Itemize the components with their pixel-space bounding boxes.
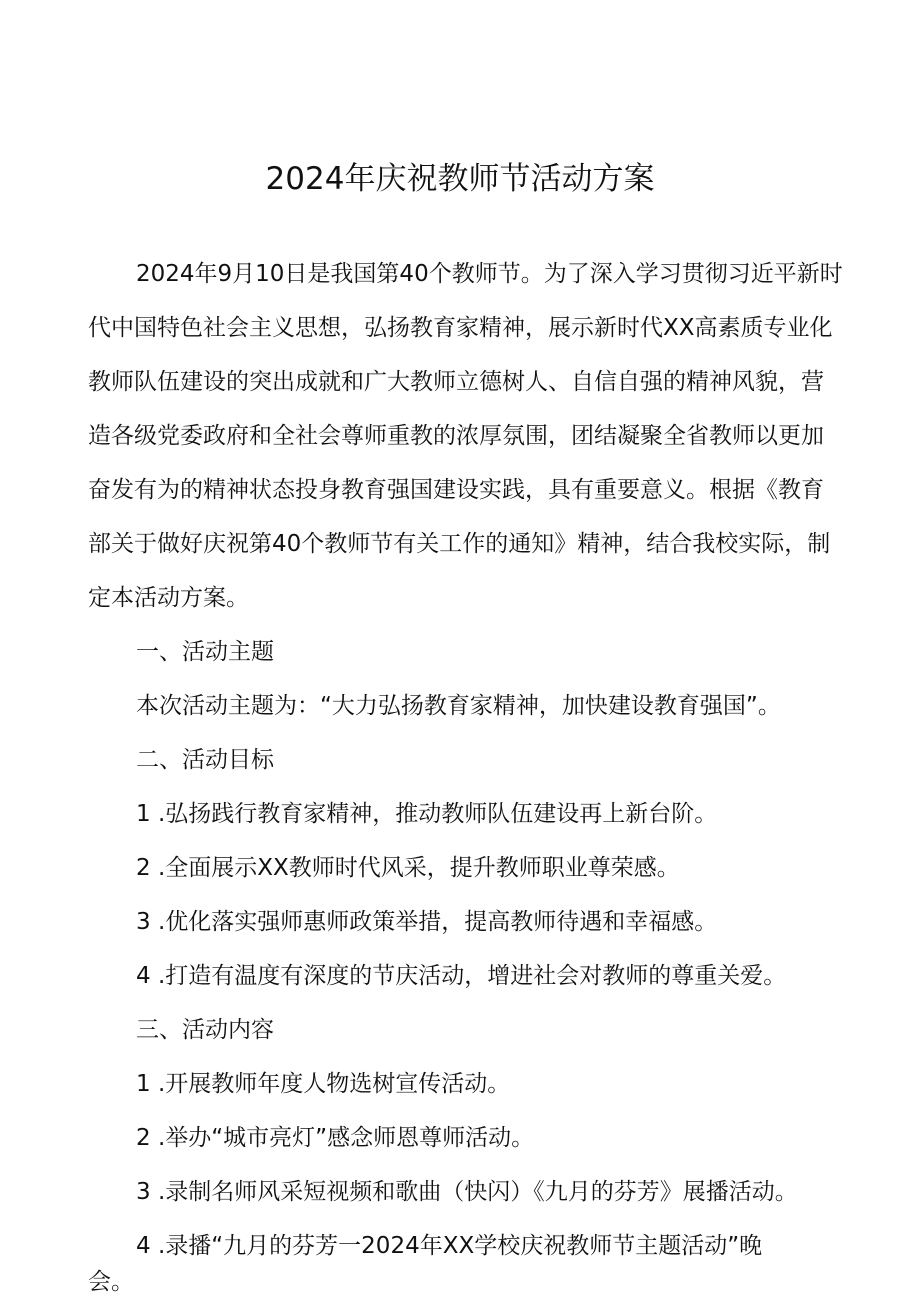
- intro-line-5: 奋发有为的精神状态投身教育强国建设实践，具有重要意义。根据《教育: [88, 477, 824, 503]
- intro-line-4: 造各级党委政府和全社会尊师重教的浓厚氛围，团结凝聚全省教师以更加: [88, 423, 824, 449]
- theme-text: 本次活动主题为：“大力弘扬教育家精神，加快建设教育强国”。: [136, 693, 781, 719]
- goal-item-3: 3 .优化落实强师惠师政策举措，提高教师待遇和幸福感。: [136, 909, 718, 935]
- goal-item-1: 1 .弘扬践行教育家精神，推动教师队伍建设再上新台阶。: [136, 801, 718, 827]
- content-item-1: 1 .开展教师年度人物选树宣传活动。: [136, 1071, 511, 1097]
- intro-line-3: 教师队伍建设的突出成就和广大教师立德树人、自信自强的精神风貌，营: [88, 369, 824, 395]
- intro-line-1: 2024年9月10日是我国第40个教师节。为了深入学习贯彻习近平新时: [136, 261, 843, 287]
- content-item-4-continued: 会。: [88, 1269, 134, 1295]
- content-item-2: 2 .举办“城市亮灯”感念师恩尊师活动。: [136, 1125, 535, 1151]
- section-heading-goals: 二、活动目标: [136, 747, 274, 773]
- intro-line-6: 部关于做好庆祝第40个教师节有关工作的通知》精神，结合我校实际，制: [88, 531, 831, 557]
- content-item-4: 4 .录播“九月的芬芳一2024年XX学校庆祝教师节主题活动”晚: [136, 1233, 763, 1259]
- section-heading-content: 三、活动内容: [136, 1017, 274, 1043]
- goal-item-4: 4 .打造有温度有深度的节庆活动，增进社会对教师的尊重关爱。: [136, 963, 787, 989]
- goal-item-2: 2 .全面展示XX教师时代风采，提升教师职业尊荣感。: [136, 855, 680, 881]
- document-title: 2024年庆祝教师节活动方案: [265, 161, 655, 197]
- content-item-3: 3 .录制名师风采短视频和歌曲（快闪）《九月的芬芳》展播活动。: [136, 1179, 798, 1205]
- intro-line-2: 代中国特色社会主义思想，弘扬教育家精神，展示新时代XX高素质专业化: [88, 315, 833, 341]
- section-heading-theme: 一、活动主题: [136, 639, 274, 665]
- intro-line-7: 定本活动方案。: [88, 585, 249, 611]
